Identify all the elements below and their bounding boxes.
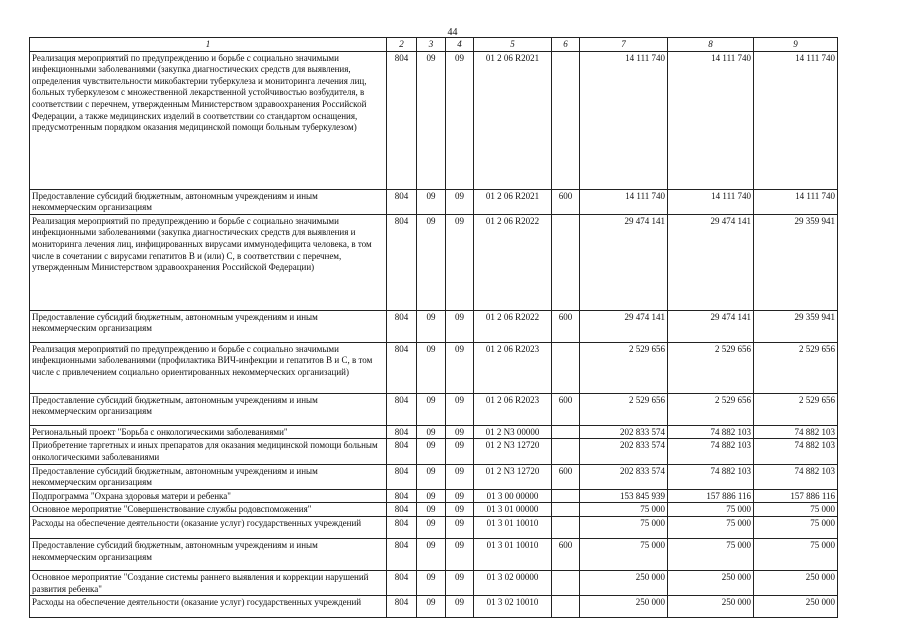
- amount-col-8: 14 111 740: [668, 51, 754, 189]
- target-article-code: 01 2 N3 00000: [474, 425, 552, 439]
- amount-col-7: 14 111 740: [580, 189, 668, 214]
- subsection-code: 09: [446, 425, 474, 439]
- expense-type-code: [552, 439, 580, 464]
- column-number-7: 7: [580, 38, 668, 52]
- section-code: 09: [417, 310, 446, 342]
- table-row: [30, 489, 838, 503]
- section-code: 09: [417, 538, 446, 570]
- expense-type-code: [552, 516, 580, 538]
- table-row: [30, 214, 838, 310]
- amount-col-9: 2 529 656: [754, 393, 838, 425]
- row-name: Предоставление субсидий бюджетным, автономным учреждениям и иным некоммерческим организациям: [30, 189, 387, 214]
- section-code: 09: [417, 516, 446, 538]
- amount-col-8: 75 000: [668, 538, 754, 570]
- ministry-code: 804: [387, 189, 417, 214]
- section-code: 09: [417, 464, 446, 489]
- subsection-code: 09: [446, 464, 474, 489]
- expense-type-code: 600: [552, 393, 580, 425]
- section-code: 09: [417, 393, 446, 425]
- row-name: Предоставление субсидий бюджетным, автономным учреждениям и иным некоммерческим организациям: [30, 464, 387, 489]
- ministry-code: 804: [387, 310, 417, 342]
- amount-col-9: 29 359 941: [754, 310, 838, 342]
- section-code: 09: [417, 425, 446, 439]
- subsection-code: 09: [446, 516, 474, 538]
- amount-col-8: 157 886 116: [668, 489, 754, 503]
- page-number: 44: [447, 27, 458, 38]
- amount-col-7: 2 529 656: [580, 342, 668, 393]
- target-article-code: 01 2 06 R2023: [474, 393, 552, 425]
- row-name: Приобретение таргетных и иных препаратов для оказания медицинской помощи больным онкологическими заболеваниями: [30, 439, 387, 464]
- subsection-code: 09: [446, 439, 474, 464]
- column-number-9: 9: [754, 38, 838, 52]
- target-article-code: 01 2 N3 12720: [474, 464, 552, 489]
- ministry-code: 804: [387, 51, 417, 189]
- amount-col-8: 250 000: [668, 570, 754, 595]
- subsection-code: 09: [446, 538, 474, 570]
- subsection-code: 09: [446, 189, 474, 214]
- amount-col-9: 75 000: [754, 516, 838, 538]
- budget-table: [29, 37, 838, 618]
- column-number-4: 4: [446, 38, 474, 52]
- expense-type-code: 600: [552, 189, 580, 214]
- row-name: Предоставление субсидий бюджетным, автономным учреждениям и иным некоммерческим организациям: [30, 538, 387, 570]
- ministry-code: 804: [387, 596, 417, 618]
- target-article-code: 01 2 06 R2022: [474, 214, 552, 310]
- section-code: 09: [417, 489, 446, 503]
- amount-col-7: 75 000: [580, 503, 668, 517]
- section-code: 09: [417, 189, 446, 214]
- table-row: [30, 342, 838, 393]
- amount-col-7: 14 111 740: [580, 51, 668, 189]
- amount-col-8: 29 474 141: [668, 310, 754, 342]
- expense-type-code: [552, 425, 580, 439]
- table-row: [30, 503, 838, 517]
- table-row: [30, 310, 838, 342]
- target-article-code: 01 3 01 10010: [474, 538, 552, 570]
- target-article-code: 01 3 01 00000: [474, 503, 552, 517]
- expense-type-code: [552, 489, 580, 503]
- amount-col-7: 202 833 574: [580, 425, 668, 439]
- amount-col-9: 157 886 116: [754, 489, 838, 503]
- table-row: [30, 51, 838, 189]
- target-article-code: 01 2 06 R2023: [474, 342, 552, 393]
- ministry-code: 804: [387, 489, 417, 503]
- amount-col-8: 74 882 103: [668, 425, 754, 439]
- amount-col-8: 75 000: [668, 516, 754, 538]
- amount-col-9: 74 882 103: [754, 425, 838, 439]
- expense-type-code: 600: [552, 464, 580, 489]
- subsection-code: 09: [446, 342, 474, 393]
- row-name: Реализация мероприятий по предупреждению и борьбе с социально значимыми инфекционными заболеваниями (закупка диагностических средств для выявления и мониторинга лечения лиц, инфицированных вирусами иммунодефицита человека, в том числе в сочетании с вирусами гепатитов В и (или) С, в соответствии с перечнем, утвержденным Министерством здравоохранения Российской Федерации): [30, 214, 387, 310]
- section-code: 09: [417, 51, 446, 189]
- amount-col-8: 29 474 141: [668, 214, 754, 310]
- amount-col-8: 2 529 656: [668, 342, 754, 393]
- amount-col-9: 29 359 941: [754, 214, 838, 310]
- target-article-code: 01 3 00 00000: [474, 489, 552, 503]
- amount-col-8: 14 111 740: [668, 189, 754, 214]
- ministry-code: 804: [387, 503, 417, 517]
- section-code: 09: [417, 439, 446, 464]
- amount-col-7: 153 845 939: [580, 489, 668, 503]
- amount-col-7: 250 000: [580, 596, 668, 618]
- ministry-code: 804: [387, 425, 417, 439]
- amount-col-9: 75 000: [754, 538, 838, 570]
- row-name: Основное мероприятие "Создание системы раннего выявления и коррекции нарушений развития ребенка": [30, 570, 387, 595]
- amount-col-9: 2 529 656: [754, 342, 838, 393]
- amount-col-9: 14 111 740: [754, 189, 838, 214]
- amount-col-7: 75 000: [580, 538, 668, 570]
- column-number-5: 5: [474, 38, 552, 52]
- table-row: [30, 570, 838, 595]
- amount-col-8: 74 882 103: [668, 439, 754, 464]
- row-name: Расходы на обеспечение деятельности (оказание услуг) государственных учреждений: [30, 516, 387, 538]
- amount-col-9: 250 000: [754, 596, 838, 618]
- expense-type-code: 600: [552, 538, 580, 570]
- amount-col-7: 250 000: [580, 570, 668, 595]
- amount-col-9: 14 111 740: [754, 51, 838, 189]
- ministry-code: 804: [387, 342, 417, 393]
- amount-col-9: 74 882 103: [754, 464, 838, 489]
- row-name: Предоставление субсидий бюджетным, автономным учреждениям и иным некоммерческим организациям: [30, 393, 387, 425]
- row-name: Предоставление субсидий бюджетным, автономным учреждениям и иным некоммерческим организациям: [30, 310, 387, 342]
- column-number-6: 6: [552, 38, 580, 52]
- amount-col-7: 202 833 574: [580, 439, 668, 464]
- amount-col-8: 74 882 103: [668, 464, 754, 489]
- subsection-code: 09: [446, 310, 474, 342]
- amount-col-8: 75 000: [668, 503, 754, 517]
- target-article-code: 01 3 01 10010: [474, 516, 552, 538]
- subsection-code: 09: [446, 51, 474, 189]
- amount-col-9: 74 882 103: [754, 439, 838, 464]
- subsection-code: 09: [446, 214, 474, 310]
- ministry-code: 804: [387, 439, 417, 464]
- section-code: 09: [417, 214, 446, 310]
- table-row: [30, 189, 838, 214]
- table-row: [30, 596, 838, 618]
- amount-col-7: 29 474 141: [580, 310, 668, 342]
- amount-col-7: 75 000: [580, 516, 668, 538]
- section-code: 09: [417, 503, 446, 517]
- row-name: Региональный проект "Борьба с онкологическими заболеваниями": [30, 425, 387, 439]
- subsection-code: 09: [446, 596, 474, 618]
- subsection-code: 09: [446, 489, 474, 503]
- expense-type-code: [552, 342, 580, 393]
- target-article-code: 01 2 06 R2021: [474, 189, 552, 214]
- target-article-code: 01 2 06 R2022: [474, 310, 552, 342]
- subsection-code: 09: [446, 393, 474, 425]
- expense-type-code: [552, 503, 580, 517]
- column-number-8: 8: [668, 38, 754, 52]
- table-row: [30, 439, 838, 464]
- target-article-code: 01 3 02 00000: [474, 570, 552, 595]
- ministry-code: 804: [387, 570, 417, 595]
- amount-col-7: 2 529 656: [580, 393, 668, 425]
- table-row: [30, 393, 838, 425]
- section-code: 09: [417, 570, 446, 595]
- subsection-code: 09: [446, 503, 474, 517]
- amount-col-9: 75 000: [754, 503, 838, 517]
- ministry-code: 804: [387, 214, 417, 310]
- table-row: [30, 464, 838, 489]
- table-row: [30, 425, 838, 439]
- subsection-code: 09: [446, 570, 474, 595]
- target-article-code: 01 2 N3 12720: [474, 439, 552, 464]
- expense-type-code: [552, 214, 580, 310]
- table-header-row: [30, 38, 838, 52]
- ministry-code: 804: [387, 464, 417, 489]
- amount-col-8: 2 529 656: [668, 393, 754, 425]
- section-code: 09: [417, 342, 446, 393]
- ministry-code: 804: [387, 538, 417, 570]
- expense-type-code: [552, 51, 580, 189]
- target-article-code: 01 2 06 R2021: [474, 51, 552, 189]
- table-row: [30, 516, 838, 538]
- column-number-2: 2: [387, 38, 417, 52]
- column-number-1: 1: [30, 38, 387, 52]
- amount-col-7: 202 833 574: [580, 464, 668, 489]
- expense-type-code: [552, 596, 580, 618]
- expense-type-code: [552, 570, 580, 595]
- amount-col-7: 29 474 141: [580, 214, 668, 310]
- amount-col-8: 250 000: [668, 596, 754, 618]
- ministry-code: 804: [387, 516, 417, 538]
- ministry-code: 804: [387, 393, 417, 425]
- column-number-3: 3: [417, 38, 446, 52]
- expense-type-code: 600: [552, 310, 580, 342]
- section-code: 09: [417, 596, 446, 618]
- row-name: Расходы на обеспечение деятельности (оказание услуг) государственных учреждений: [30, 596, 387, 618]
- amount-col-9: 250 000: [754, 570, 838, 595]
- row-name: Реализация мероприятий по предупреждению и борьбе с социально значимыми инфекционными заболеваниями (профилактика ВИЧ-инфекции и гепатитов В и С, в том числе с привлечением социально ориентированных некоммерческих организаций): [30, 342, 387, 393]
- target-article-code: 01 3 02 10010: [474, 596, 552, 618]
- row-name: Подпрограмма "Охрана здоровья матери и ребенка": [30, 489, 387, 503]
- row-name: Реализация мероприятий по предупреждению и борьбе с социально значимыми инфекционными заболеваниями (закупка диагностических средств для выявления, определения чувствительности микобактерии туберкулеза и мониторинга лечения лиц, больных туберкулезом с множественной лекарственной устойчивостью возбудителя, в соответствии с перечнем, утвержденным Министерством здравоохранения Российской Федерации, а также медицинских изделий в соответствии со стандартом оснащения, предусмотренным порядком оказания медицинской помощи больным туберкулезом): [30, 51, 387, 189]
- table-row: [30, 538, 838, 570]
- row-name: Основное мероприятие "Совершенствование службы родовспоможения": [30, 503, 387, 517]
